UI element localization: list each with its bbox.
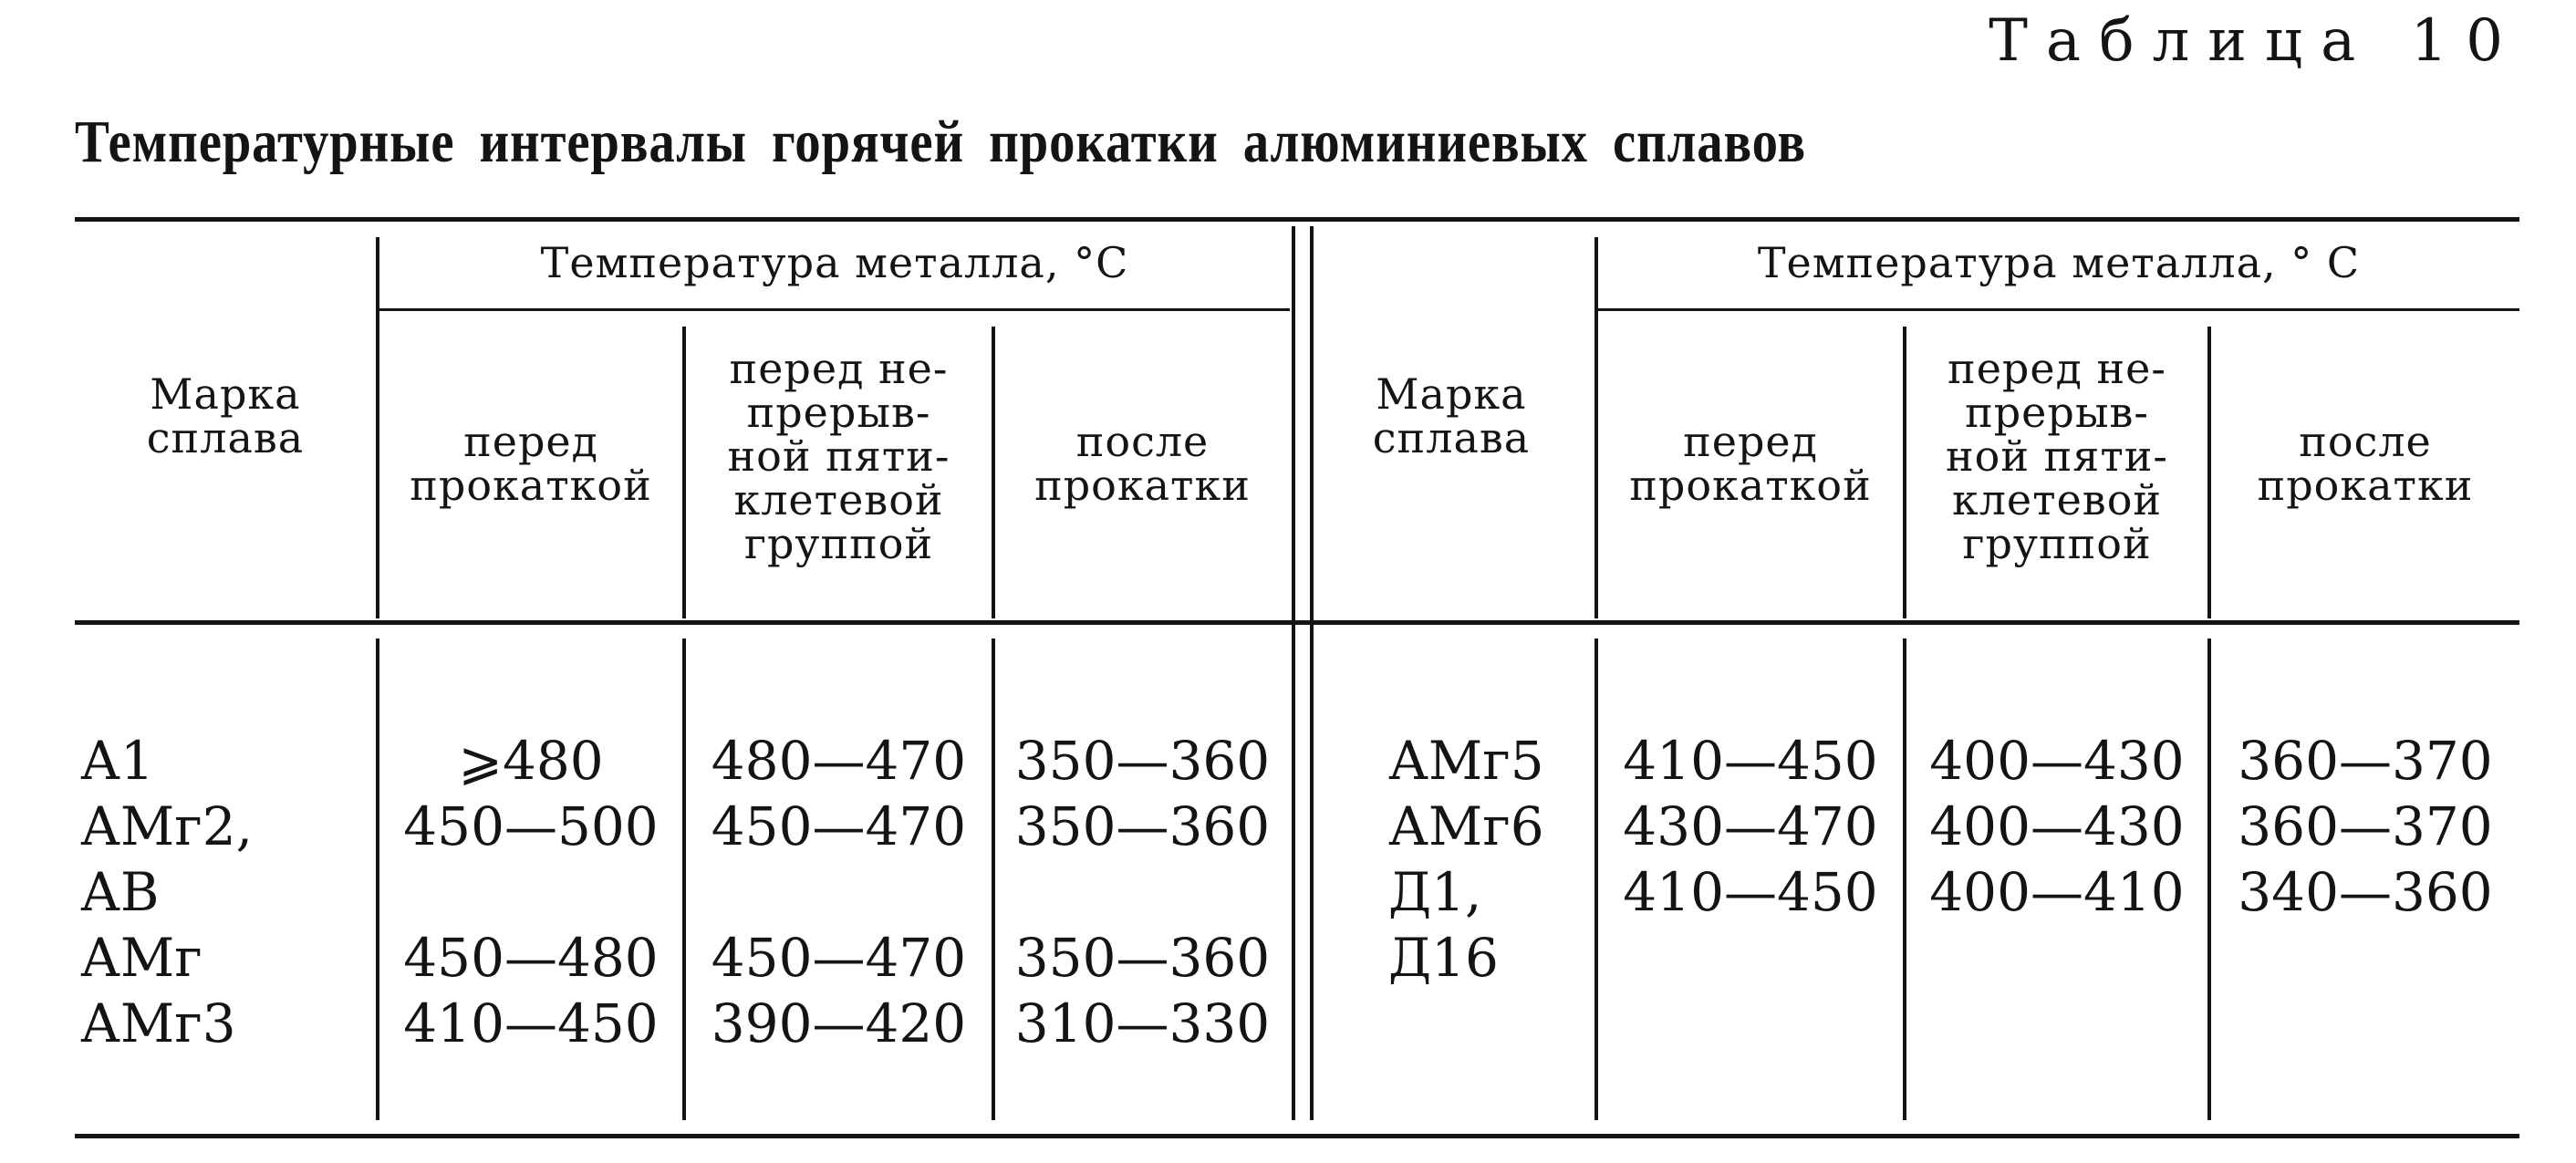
- group-underline-right: [1594, 308, 2519, 311]
- temp-before: 410—450: [403, 992, 659, 1054]
- bottom-rule: [75, 1134, 2519, 1138]
- data-table: [75, 217, 2519, 1138]
- header-before-mill: перед не- прерыв- ной пяти- клетевой группой: [727, 344, 950, 568]
- temp-before-mill: 390—420: [711, 992, 967, 1054]
- temp-before: 410—450: [1623, 861, 1878, 923]
- temp-after: 310—330: [1014, 992, 1271, 1054]
- temp-after: 340—360: [2238, 861, 2493, 923]
- alloy-brand: АМг6: [1388, 795, 1544, 857]
- temp-after: 350—360: [1014, 730, 1271, 792]
- header-after: после прокатки: [2257, 417, 2474, 510]
- header-after: после прокатки: [1034, 417, 1251, 510]
- header-group: Температура металла, °C: [540, 238, 1129, 287]
- temp-before-mill: 400—430: [1929, 795, 2185, 857]
- temp-before: 430—470: [1623, 795, 1878, 857]
- temp-after: 350—360: [1014, 795, 1271, 857]
- header-before-mill: перед не- прерыв- ной пяти- клетевой группой: [1946, 344, 2168, 568]
- temp-before-mill: 480—470: [711, 730, 967, 792]
- header-before: перед прокаткой: [410, 417, 652, 510]
- alloy-brand: А1: [80, 730, 154, 792]
- header-brand: Марка сплава: [146, 369, 305, 462]
- temp-before: 410—450: [1623, 730, 1878, 792]
- table-title: Температурные интервалы горячей прокатки алюминиевых сплавов: [75, 109, 1807, 175]
- table-number: Таблица 10: [1989, 7, 2521, 75]
- temp-after: 360—370: [2238, 795, 2493, 857]
- temp-before: 450—500: [403, 795, 659, 857]
- temp-after: 350—360: [1014, 927, 1271, 989]
- group-underline-left: [376, 308, 1290, 311]
- alloy-brand: Д1,: [1388, 861, 1482, 923]
- alloy-brand: АМг: [80, 927, 203, 989]
- alloy-brand: АМг5: [1388, 730, 1544, 792]
- alloy-brand: АМг3: [80, 992, 236, 1054]
- temp-before-mill: 450—470: [711, 795, 967, 857]
- top-rule: [75, 217, 2519, 222]
- alloy-brand: Д16: [1388, 927, 1499, 989]
- temp-before-mill: 400—410: [1929, 861, 2185, 923]
- header-group: Температура металла, ° C: [1757, 238, 2361, 287]
- temp-before: 450—480: [403, 927, 659, 989]
- temp-before: ⩾480: [458, 730, 604, 792]
- temp-before-mill: 450—470: [711, 927, 967, 989]
- header-before: перед прокаткой: [1629, 417, 1872, 510]
- temp-before-mill: 400—430: [1929, 730, 2185, 792]
- alloy-brand: АВ: [80, 861, 160, 923]
- temp-after: 360—370: [2238, 730, 2493, 792]
- alloy-brand: АМг2,: [80, 795, 254, 857]
- header-brand: Марка сплава: [1372, 369, 1531, 462]
- double-divider: [1292, 226, 1314, 1120]
